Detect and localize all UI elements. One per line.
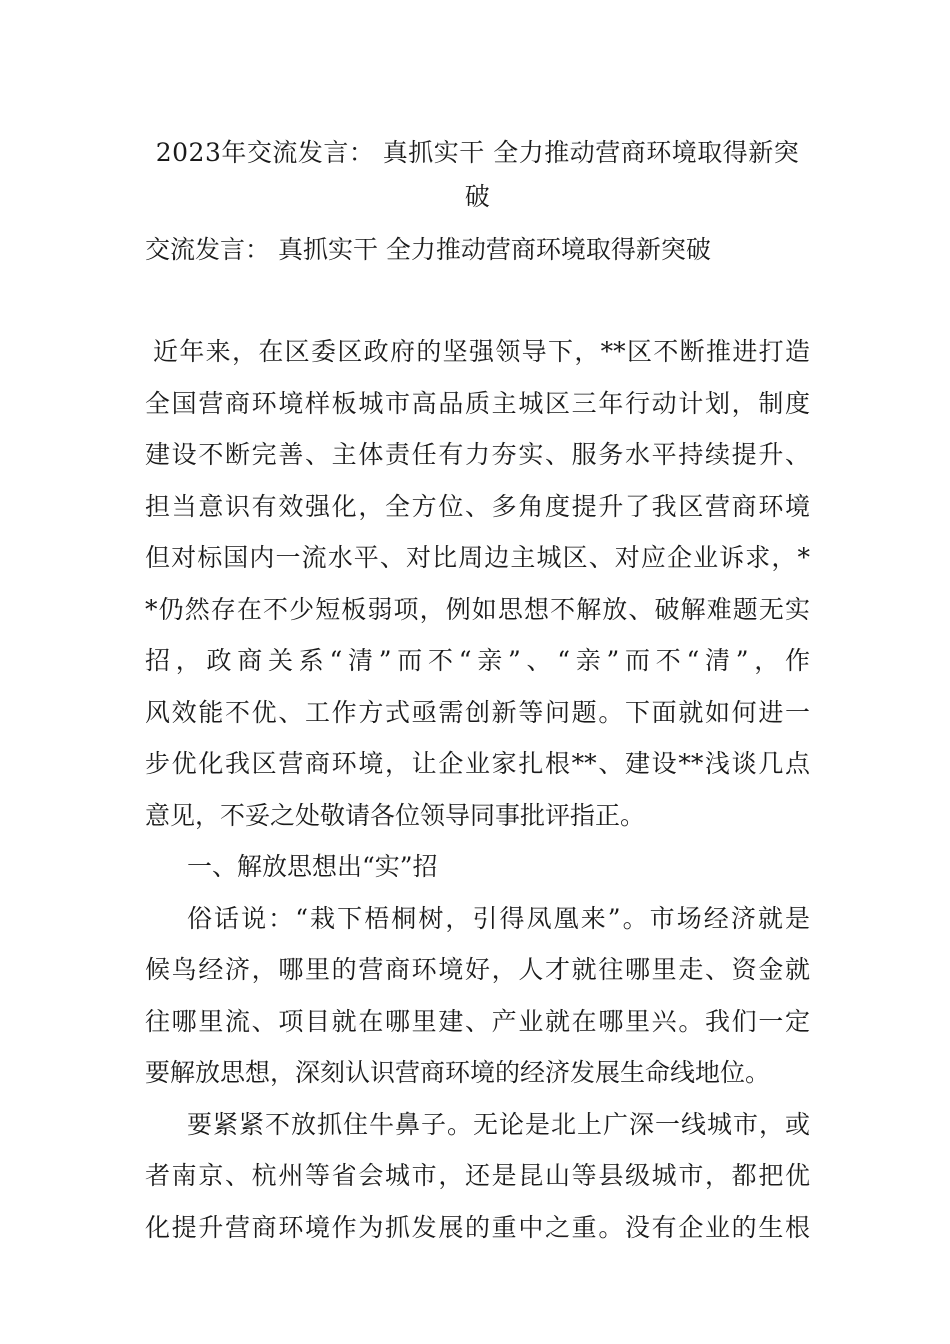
paragraph-line: 风效能不优、工作方式亟需创新等问题。下面就如何进一 (145, 697, 810, 727)
paragraph-line: 建设不断完善、主体责任有力夯实、服务水平持续提升、 (145, 440, 810, 469)
section-heading: 一、解放思想出“实”招 (187, 852, 438, 881)
document-title (145, 131, 810, 219)
paragraph-line: *仍然存在不少短板弱项，例如思想不解放、破解难题无实 (145, 594, 810, 624)
paragraph-line: 担当意识有效强化，全方位、多角度提升了我区营商环境 (145, 491, 810, 521)
paragraph-line: 招，政商关系“清”而不“亲”、“亲”而不“清”，作 (145, 646, 810, 675)
paragraph-line: 要解放思想，深刻认识营商环境的经济发展生命线地位。 (145, 1058, 771, 1087)
paragraph-line: 者南京、杭州等省会城市，还是昆山等县级城市，都把优 (145, 1161, 810, 1190)
paragraph-line: 候鸟经济，哪里的营商环境好，人才就往哪里走、资金就 (145, 955, 810, 984)
paragraph-line: 近年来，在区委区政府的坚强领导下，**区不断推进打造 (153, 337, 810, 366)
title-line-1: 2023年交流发言： 真抓实干 全力推动营商环境取得新突 (155, 138, 800, 167)
document-body (145, 326, 810, 1253)
paragraph-line: 但对标国内一流水平、对比周边主城区、对应企业诉求，* (145, 543, 810, 572)
paragraph-line: 俗话说：“栽下梧桐树，引得凤凰来”。市场经济就是 (187, 903, 810, 933)
title-line-2: 破 (464, 182, 491, 211)
paragraph-line: 化提升营商环境作为抓发展的重中之重。没有企业的生根 (145, 1212, 810, 1242)
document-subtitle: 交流发言： 真抓实干 全力推动营商环境取得新突破 (145, 235, 711, 264)
paragraph-line: 步优化我区营商环境，让企业家扎根**、建设**浅谈几点 (145, 749, 810, 778)
paragraph-line: 往哪里流、项目就在哪里建、产业就在哪里兴。我们一定 (145, 1006, 810, 1036)
paragraph-line: 全国营商环境样板城市高品质主城区三年行动计划，制度 (145, 388, 810, 418)
paragraph-line: 要紧紧不放抓住牛鼻子。无论是北上广深一线城市，或 (187, 1109, 810, 1139)
paragraph-line: 意见，不妥之处敬请各位领导同事批评指正。 (145, 800, 646, 830)
